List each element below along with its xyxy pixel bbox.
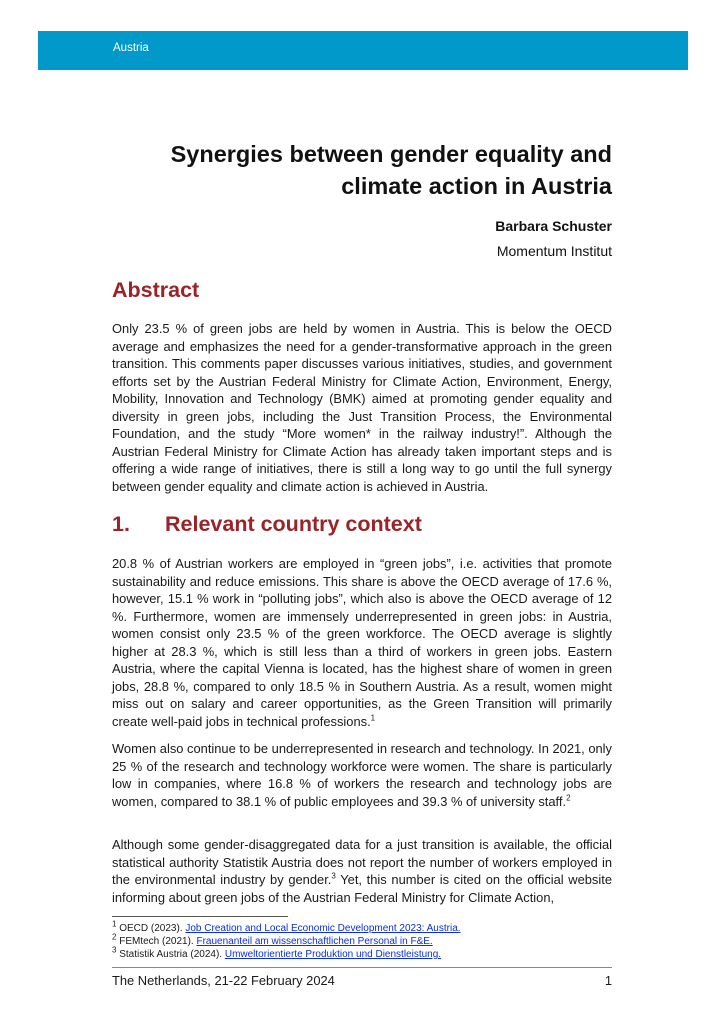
- abstract-heading: Abstract: [112, 278, 200, 302]
- header-country-label: Austria: [113, 42, 149, 54]
- footnote-source: FEMtech (2021).: [116, 936, 197, 947]
- footnote-2: [112, 932, 632, 948]
- footnote-3: [112, 945, 632, 961]
- footnote-divider: [112, 916, 288, 917]
- author-affiliation: Momentum Institut: [496, 243, 612, 259]
- title-line-2: climate action in Austria: [341, 173, 612, 199]
- footnotes: [112, 919, 632, 961]
- footnote-number: 2: [112, 932, 117, 942]
- footnote-source: Statistik Austria (2024).: [116, 949, 225, 960]
- section-title: Relevant country context: [165, 512, 422, 536]
- page-number: 1: [604, 973, 612, 988]
- footnote-number: 1: [112, 919, 117, 929]
- title-line-1: Synergies between gender equality and: [170, 141, 612, 167]
- footnote-ref[interactable]: 3: [331, 871, 336, 881]
- body-paragraph-3: [112, 836, 612, 906]
- footnote-link-1[interactable]: Job Creation and Local Economic Development 2023: Austria.: [185, 923, 461, 934]
- section-number: 1.: [112, 512, 130, 536]
- paragraph-text: Women also continue to be underrepresented in research and technology. In 2021, only 25 % of the research and technology workforce were women. The share is particularly low in companies, where 16.8 % of workers the research and technology jobs are women, compared to 38.1 % of public employees and 39.3 % of university staff.: [112, 741, 612, 809]
- body-paragraph-1: [112, 555, 612, 730]
- paragraph-text: 20.8 % of Austrian workers are employed in “green jobs”, i.e. activities that promote sustainability and reduce emissions. This share is above the OECD average of 17.6 %, however, 15.1 % work in “polluting jobs”, which also is above the OECD average of 12 %. Furthermore, women are immensely underrepresented in green jobs: in Austria, women consist only 23.5 % of the green workforce. The OECD average is slightly higher at 28.3 %, which is still less than a third of workers in green jobs. Eastern Austria, where the capital Vienna is located, has the highest share of women in green jobs, 28.8 %, compared to only 18.5 % in Southern Austria. As a result, women might miss out on salary and career opportunities, as the Green Transition will primarily create well-paid jobs in technical professions.: [112, 556, 612, 729]
- body-paragraph-2: [112, 740, 612, 810]
- footnote-ref[interactable]: 2: [566, 793, 571, 803]
- footnote-link-3[interactable]: Umweltorientierte Produktion und Dienstleistung.: [224, 949, 442, 960]
- footnote-1: [112, 919, 632, 935]
- footnote-ref[interactable]: 1: [370, 713, 376, 723]
- page-title: [92, 138, 612, 202]
- footnote-number: 3: [112, 945, 117, 955]
- abstract-text: Only 23.5 % of green jobs are held by women in Austria. This is below the OECD average and emphasizes the need for a gender-transformative approach in the green transition. This comments paper discusses various initiatives, studies, and government efforts set by the Austrian Federal Ministry for Climate Action, Environment, Energy, Mobility, Innovation and Technology (BMK) aimed at promoting gender equality and diversity in green jobs, including the Just Transition Process, the Environmental Foundation, and the study “More women* in the railway industry!”. Although the Austrian Federal Ministry for Climate Action has already taken important steps and is offering a wide range of initiatives, there is still a long way to go until the full synergy between gender equality and climate action is achieved in Austria.: [112, 321, 612, 494]
- footer-divider: [112, 967, 612, 968]
- section-heading: [112, 512, 422, 537]
- author-name: Barbara Schuster: [495, 218, 612, 234]
- footer-event: The Netherlands, 21-22 February 2024: [112, 973, 335, 988]
- paragraph-text: Yet, this number is cited on the official website informing about green jobs of the Austrian Federal Ministry for Climate Action,: [112, 872, 612, 905]
- footnote-link-2[interactable]: Frauenanteil am wissenschaftlichen Personal in F&E.: [196, 936, 433, 947]
- footnote-source: OECD (2023).: [116, 923, 186, 934]
- paragraph-text: Although some gender-disaggregated data for a just transition is available, the official statistical authority Statistik Austria does not report the number of workers employed in the environmental industry by gender.: [112, 837, 612, 887]
- header-band: [38, 31, 688, 70]
